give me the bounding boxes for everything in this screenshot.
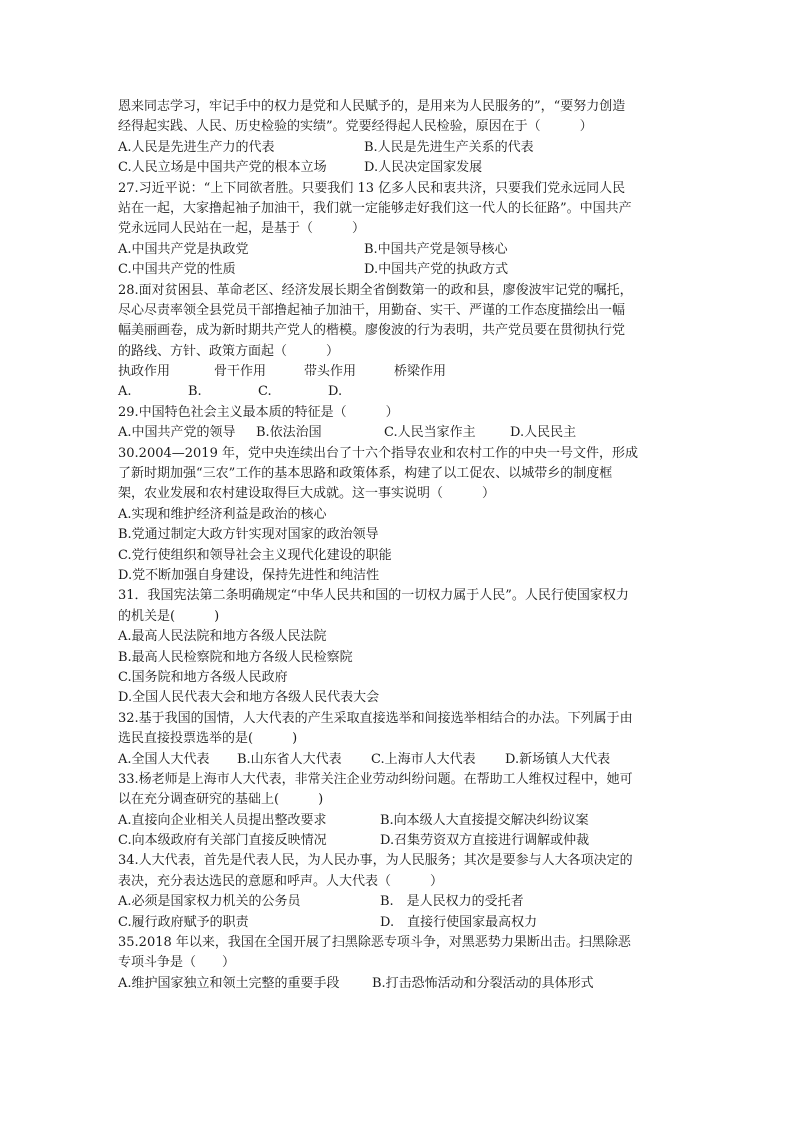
option-c: C.履行政府赋予的职责 — [118, 914, 249, 930]
question-30-text: 30.2004—2019 年，党中央连续出台了十六个指导农业和农村工作的中央一号文件，形成 — [118, 445, 638, 461]
option-c: C.人民立场是中国共产党的根本立场 — [118, 160, 327, 176]
role-list — [118, 362, 678, 382]
option-c: C.国务院和地方各级人民政府 — [118, 669, 288, 685]
option-a: A.人民是先进生产力的代表 — [118, 139, 275, 155]
option-row — [118, 240, 678, 260]
text-line: 尽心尽责率领全县党员干部撸起袖子加油干，用勤奋、实干、严谨的工作态度描绘出一幅 — [118, 302, 626, 318]
option-d: D. 直接行使国家最高权力 — [380, 914, 538, 930]
role-item: 桥梁作用 — [394, 364, 447, 380]
question-27-text: 27.习近平说：“上下同欲者胜。只要我们 13 亿多人民和衷共济，只要我们党永远同人民 — [118, 180, 626, 196]
role-item: 骨干作用 — [214, 364, 267, 380]
option-row — [118, 423, 678, 443]
text-line: 经得起实践、人民、历史检验的实绩”。党要经得起人民检验，原因在于（ ） — [118, 119, 593, 135]
text-line: 专项斗争是（ ） — [118, 955, 236, 971]
option-b: B.中国共产党是领导核心 — [364, 241, 508, 257]
letter-d: D. — [328, 384, 343, 400]
option-c: C.上海市人大代表 — [371, 751, 476, 767]
text-line: 幅美丽画卷，成为新时期共产党人的楷模。廖俊波的行为表明，共产党员要在贯彻执行党 — [118, 323, 626, 339]
option-b: B.依法治国 — [256, 425, 322, 441]
text-line: 选民直接投票选举的是( ) — [118, 731, 298, 747]
option-a: A.直接向企业相关人员提出整改要求 — [118, 812, 327, 828]
option-b: B.山东省人大代表 — [237, 751, 342, 767]
option-d: D.新场镇人大代表 — [505, 751, 611, 767]
text-line: 表决，充分表达选民的意愿和呼声。人大代表（ ） — [118, 873, 444, 889]
question-35-text: 35.2018 年以来，我国在全国开展了扫黑除恶专项斗争，对黑恶势力果断出击。扫黑除恶 — [118, 935, 631, 951]
text-line: 的路线、方针、政策方面起（ ） — [118, 343, 340, 359]
text-line: 架，农业发展和农村建设取得巨大成就。这一事实说明（ ） — [118, 486, 496, 502]
option-b: B. 是人民权力的受托者 — [380, 894, 524, 910]
letter-row — [118, 382, 678, 402]
option-row — [118, 260, 678, 280]
option-a: A.最高人民法院和地方各级人民法院 — [118, 629, 327, 645]
option-a: A.中国共产党的领导 — [118, 425, 236, 441]
option-c: C.人民当家作主 — [384, 425, 476, 441]
role-item: 带头作用 — [304, 364, 357, 380]
text-line: 了新时期加强“三农”工作的基本思路和政策体系，构建了以工促农、以城带乡的制度框 — [118, 466, 613, 482]
question-31-text: 31．我国宪法第二条明确规定“中华人民共和国的一切权力属于人民”。人民行使国家权力 — [118, 588, 629, 604]
option-a: A.必须是国家权力机关的公务员 — [118, 894, 301, 910]
option-row — [118, 913, 678, 933]
option-b: B.党通过制定大政方针实现对国家的政治领导 — [118, 527, 379, 543]
text-line: 的机关是( ) — [118, 608, 220, 624]
option-row — [118, 892, 678, 912]
option-d: D.召集劳资双方直接进行调解或仲裁 — [380, 833, 590, 849]
text-line: 站在一起，大家撸起袖子加油干，我们就一定能够走好我们这一代人的长征路”。中国共产 — [118, 200, 632, 216]
text-line: 以在充分调查研究的基础上( ) — [118, 792, 324, 808]
option-d: D.全国人民代表大会和地方各级人民代表大会 — [118, 690, 380, 706]
text-line: 党永远同人民站在一起，是基于（ ） — [118, 221, 366, 237]
option-row — [118, 138, 678, 158]
option-d: D.党不断加强自身建设，保持先进性和纯洁性 — [118, 567, 380, 583]
text-line: 恩来同志学习，牢记手中的权力是党和人民赋予的，是用来为人民服务的”，“要努力创造 — [118, 99, 626, 114]
option-b: B.打击恐怖活动和分裂活动的具体形式 — [372, 975, 594, 991]
option-row — [118, 831, 678, 851]
option-b: B.人民是先进生产关系的代表 — [364, 139, 534, 155]
question-29-text: 29.中国特色社会主义最本质的特征是（ ） — [118, 404, 399, 420]
option-a: A.中国共产党是执政党 — [118, 241, 249, 257]
option-c: C.中国共产党的性质 — [118, 262, 236, 278]
option-row — [118, 158, 678, 178]
option-a: A.全国人大代表 — [118, 751, 210, 767]
option-d: D.人民决定国家发展 — [364, 160, 483, 176]
option-d: D.中国共产党的执政方式 — [364, 262, 509, 278]
option-c: C.向本级政府有关部门直接反映情况 — [118, 833, 327, 849]
option-row — [118, 811, 678, 831]
option-b: B.最高人民检察院和地方各级人民检察院 — [118, 649, 353, 665]
option-b: B.向本级人大直接提交解决纠纷议案 — [380, 812, 589, 828]
role-item: 执政作用 — [118, 364, 171, 380]
option-row — [118, 974, 678, 994]
question-33-text: 33.杨老师是上海市人大代表，非常关注企业劳动纠纷问题。在帮助工人维权过程中，她可 — [118, 771, 633, 787]
option-row — [118, 750, 678, 770]
option-c: C.党行使组织和领导社会主义现代化建设的职能 — [118, 547, 392, 563]
option-a: A.维护国家独立和领土完整的重要手段 — [118, 975, 340, 991]
question-28-text: 28.面对贫困县、革命老区、经济发展长期全省倒数第一的政和县，廖俊波牢记党的嘱托， — [118, 282, 633, 298]
letter-a: A. — [118, 384, 132, 400]
exam-page — [118, 97, 678, 994]
question-32-text: 32.基于我国的国情，人大代表的产生采取直接选举和间接选举相结合的办法。下列属于由 — [118, 710, 633, 726]
letter-b: B. — [188, 384, 202, 400]
option-a: A.实现和维护经济利益是政治的核心 — [118, 506, 327, 522]
letter-c: C. — [258, 384, 272, 400]
option-d: D.人民民主 — [510, 425, 577, 441]
question-34-text: 34.人大代表，首先是代表人民，为人民办事，为人民服务；其次是要参与人大各项决定的 — [118, 853, 633, 869]
